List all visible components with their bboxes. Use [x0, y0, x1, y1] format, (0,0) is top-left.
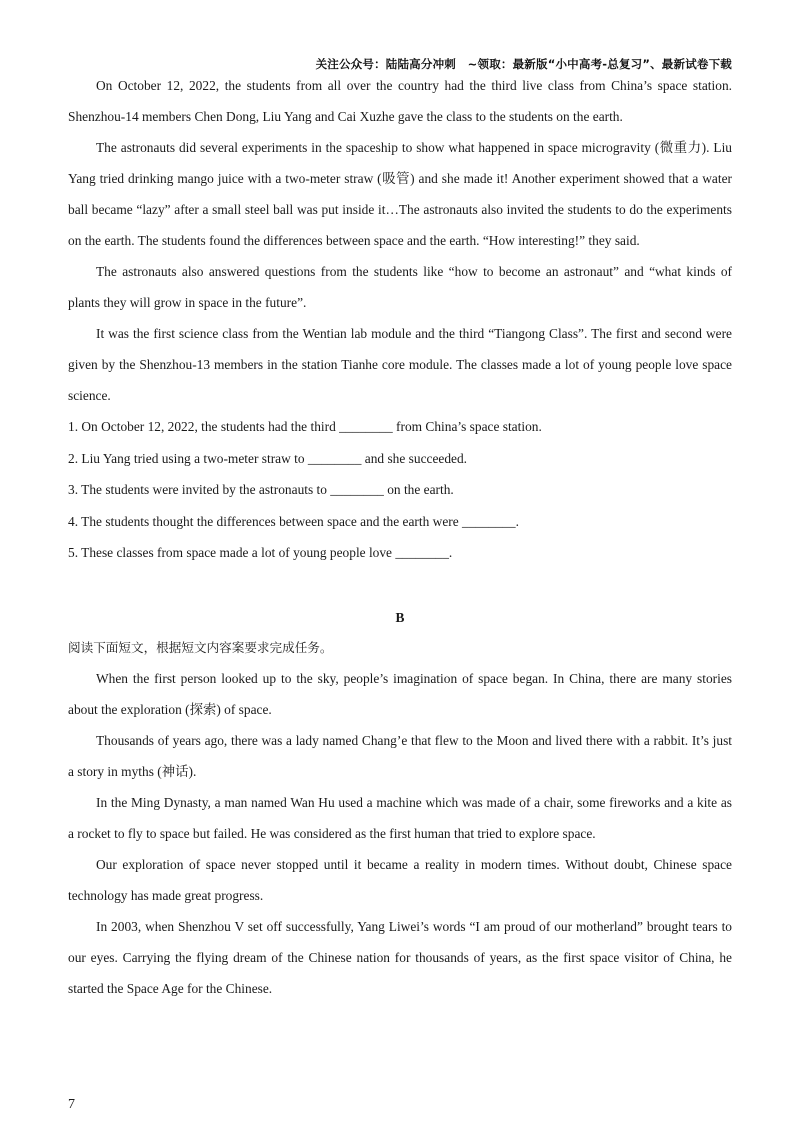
section-b-instruction: 阅读下面短文，根据短文内容案要求完成任务。 — [68, 639, 333, 655]
page-number: 7 — [68, 1097, 75, 1112]
passage-b-paragraph-1: When the first person looked up to the sky, people’s imagination of space began. In China, there are many stories about the exploration (探索) of space. — [68, 670, 732, 717]
passage-b-paragraph-3: In the Ming Dynasty, a man named Wan Hu used a machine which was made of a chair, some fireworks and a kite as a rocket to fly to space but failed. He was considered as the first human that tried to explore space. — [68, 794, 732, 841]
section-spacer — [68, 569, 732, 603]
question-4: 4. The students thought the differences between space and the earth were ________. — [68, 513, 519, 529]
passage-a-paragraph-1: On October 12, 2022, the students from all over the country had the third live class from China’s space station. Shenzhou-14 members Chen Dong, Liu Yang and Cai Xuzhe gave the class to the students on the earth. — [68, 78, 732, 124]
passage-a-paragraph-2: The astronauts did several experiments in the spaceship to show what happened in space microgravity (微重力). Liu Yang tried drinking mango juice with a two-meter straw (吸管) and she made it! Another experiment showed that a water ball became “lazy” after a small steel ball was put inside it…The astronauts also invited the students to do the experiments on the earth. The students found the differences between space and the earth. “How interesting!” they said. — [68, 140, 732, 248]
section-b-label: B — [395, 609, 405, 625]
passage-b-paragraph-4: Our exploration of space never stopped until it became a reality in modern times. Without doubt, Chinese space technology has made great progress. — [68, 856, 732, 903]
question-1: 1. On October 12, 2022, the students had the third ________ from China’s space station. — [68, 419, 542, 434]
question-5: 5. These classes from space made a lot of young people love ________. — [68, 545, 453, 560]
passage-a-paragraph-4: It was the first science class from the Wentian lab module and the third “Tiangong Class”. The first and second were given by the Shenzhou-13 members in the station Tianhe core module. The classes made a lot of young people love space science. — [68, 326, 732, 403]
passage-a-paragraph-3: The astronauts also answered questions from the students like “how to become an astronaut” and “what kinds of plants they will grow in space in the future”. — [68, 264, 732, 310]
question-2: 2. Liu Yang tried using a two-meter straw to ________ and she succeeded. — [68, 450, 468, 466]
passage-b-paragraph-2: Thousands of years ago, there was a lady named Chang’e that flew to the Moon and lived there with a rabbit. It’s just a story in myths (神话). — [68, 732, 732, 779]
header-promo-text: 关注公众号：陆陆高分冲刺 ~领取：最新版“小中高考-总复习”、最新试卷下载 — [315, 57, 732, 71]
passage-b-paragraph-5: In 2003, when Shenzhou V set off successfully, Yang Liwei’s words “I am proud of our motherland” brought tears to our eyes. Carrying the flying dream of the Chinese nation for thousands of years, as the first space visitor of China, he started the Space Age for the Chinese. — [68, 918, 732, 996]
question-3: 3. The students were invited by the astronauts to ________ on the earth. — [68, 482, 454, 497]
document-body — [68, 70, 732, 1004]
